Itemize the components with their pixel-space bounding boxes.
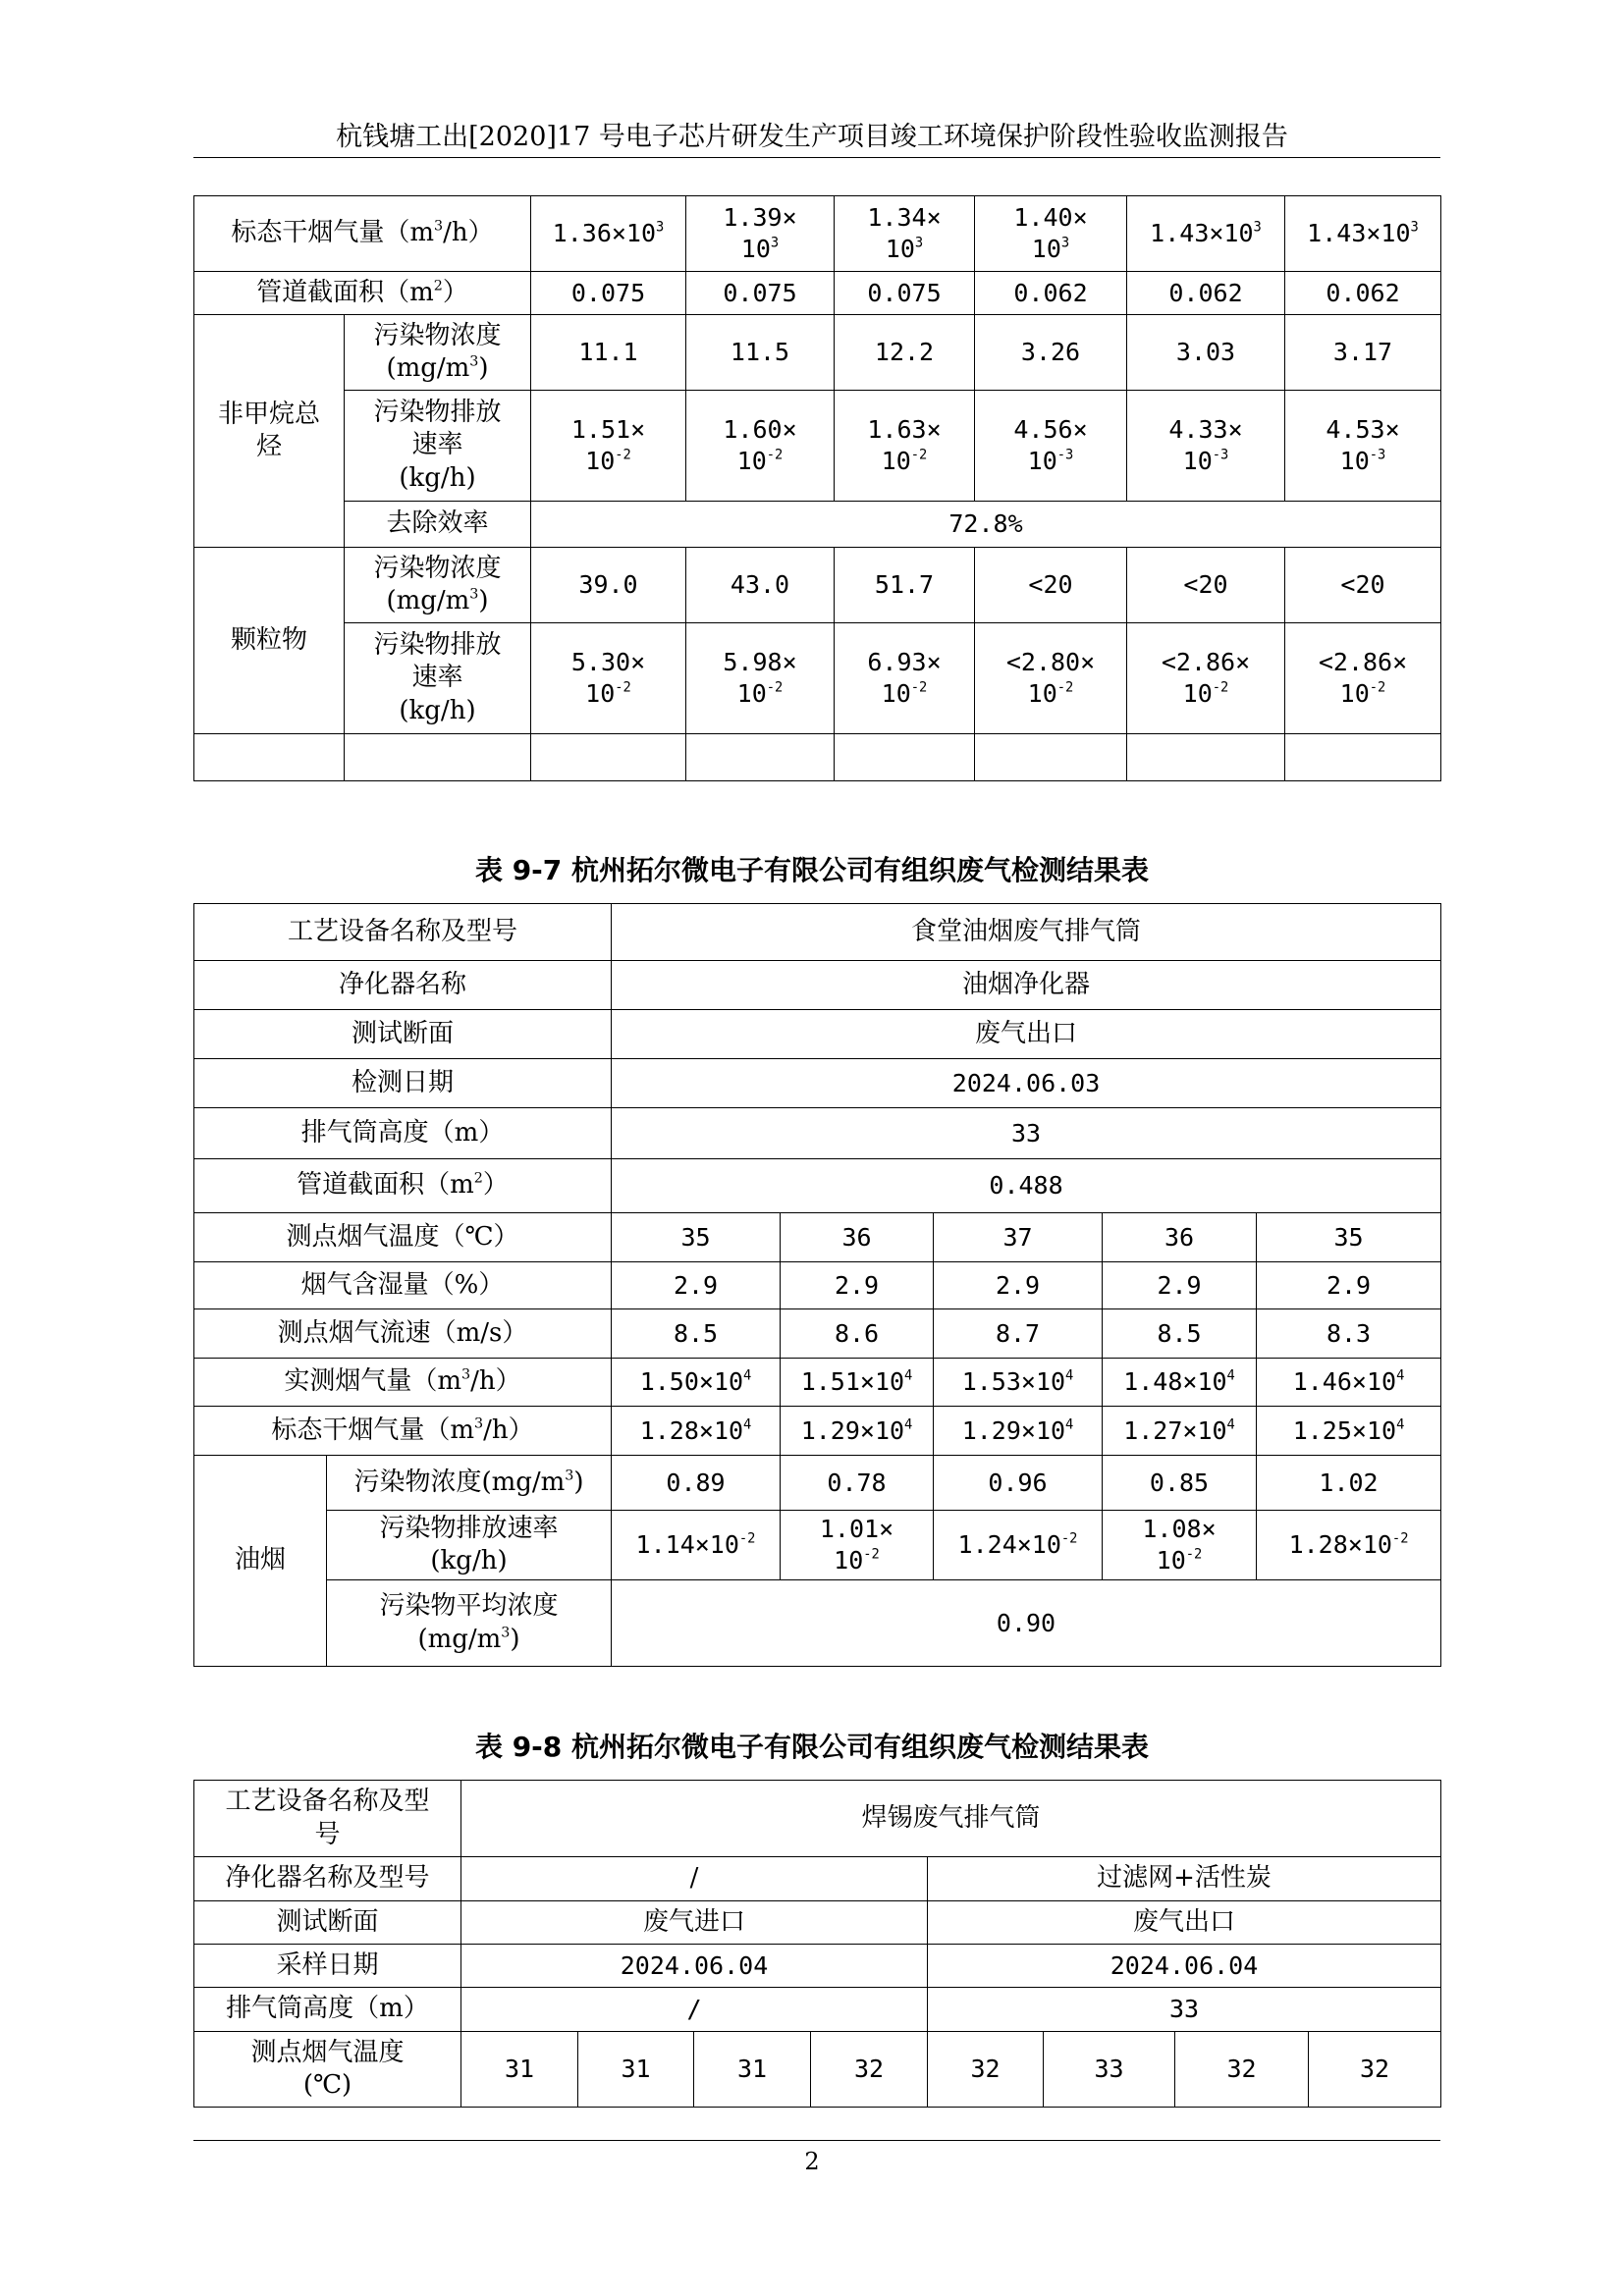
table-cell: 1.34× $10^3$: [835, 196, 975, 272]
table-cell: 1.08× $10^{-2}$: [1103, 1511, 1257, 1580]
table-cell: 8.5: [612, 1309, 781, 1359]
table-cell: 3.26: [975, 315, 1127, 391]
table-cell: 4.56× $10^{-3}$: [975, 391, 1127, 502]
row-label: 测试断面: [194, 1010, 612, 1059]
table-row: [194, 391, 1441, 502]
row-label: 污染物浓度 $(mg/m^3)$: [345, 548, 531, 623]
table-row: [194, 1456, 1441, 1511]
table-row: [194, 2032, 1441, 2108]
table-cell: 32: [1309, 2032, 1441, 2108]
table-cell: 4.53× $10^{-3}$: [1285, 391, 1441, 502]
table-cell: /: [461, 1857, 928, 1901]
removal-efficiency: 72.8%: [531, 502, 1441, 548]
table-cell: 8.5: [1103, 1309, 1257, 1359]
table-cell: $1.50\times 10^4$: [612, 1359, 781, 1407]
table-cell: 0.96: [934, 1456, 1103, 1511]
row-label: 净化器名称及型号: [194, 1857, 461, 1901]
table-cell: 2024.06.03: [612, 1059, 1441, 1108]
table-row: [194, 1988, 1441, 2032]
table-row: [194, 1309, 1441, 1359]
table-row: [194, 1359, 1441, 1407]
table-cell: 1.39× $10^3$: [686, 196, 835, 272]
pollutant-name: 油烟: [194, 1456, 327, 1667]
row-label: 测点烟气温度 (℃): [194, 2032, 461, 2108]
row-label: 工艺设备名称及型号: [194, 904, 612, 961]
table-cell: 焊锡废气排气筒: [461, 1781, 1441, 1857]
table-cell: <2.86× $10^{-2}$: [1285, 623, 1441, 734]
table-cell: 2024.06.04: [461, 1945, 928, 1988]
row-label: 采样日期: [194, 1945, 461, 1988]
header-rule: [193, 157, 1440, 158]
table-row: [194, 1108, 1441, 1159]
table-cell: 8.3: [1257, 1309, 1441, 1359]
table-cell: 2.9: [612, 1262, 781, 1309]
table-cell: $1.36\times 10^3$: [531, 196, 686, 272]
table-row: [194, 548, 1441, 623]
table-cell: $1.43\times 10^3$: [1127, 196, 1285, 272]
table-cell: 35: [1257, 1213, 1441, 1262]
row-label: 污染物排放速率 (kg/h): [327, 1511, 612, 1580]
row-label: 排气筒高度（m）: [194, 1108, 612, 1159]
pollutant-name: 颗粒物: [194, 548, 345, 734]
footer-rule: [193, 2140, 1440, 2141]
table-row: [194, 1781, 1441, 1857]
table-cell: 0.062: [975, 272, 1127, 315]
table-cell: $1.43\times 10^3$: [1285, 196, 1441, 272]
table-row: [194, 1511, 1441, 1580]
table-row: [194, 196, 1441, 272]
table-cell: $1.53\times 10^4$: [934, 1359, 1103, 1407]
row-label: 标态干烟气量$(m^3/h)$: [194, 1407, 612, 1456]
table-row: [194, 1580, 1441, 1667]
row-label: 管道截面积$(m^2)$: [194, 272, 531, 315]
row-label: 污染物浓度 $(mg/m^3)$: [345, 315, 531, 391]
table-cell: $1.48\times 10^4$: [1103, 1359, 1257, 1407]
table-caption: 表 9-8 杭州拓尔微电子有限公司有组织废气检测结果表: [474, 1731, 1150, 1763]
table-row: [194, 1262, 1441, 1309]
table-cell: 11.5: [686, 315, 835, 391]
table-cell: 0.075: [686, 272, 835, 315]
row-label: 污染物浓度$(mg/m^3)$: [327, 1456, 612, 1511]
table-row: [194, 904, 1441, 961]
table-cell: 32: [928, 2032, 1044, 2108]
table-cell: $1.29\times 10^4$: [781, 1407, 934, 1456]
table-cell: <20: [1285, 548, 1441, 623]
table-cell: $1.28\times 10^{-2}$: [1257, 1511, 1441, 1580]
table-cell: 废气进口: [461, 1901, 928, 1945]
table-cell: 3.03: [1127, 315, 1285, 391]
pollutant-name: 非甲烷总 烃: [194, 315, 345, 548]
row-label: 净化器名称: [194, 961, 612, 1010]
row-label: 管道截面积$(m^2)$: [194, 1159, 612, 1213]
row-label: 排气筒高度（m）: [194, 1988, 461, 2032]
table-cell: 11.1: [531, 315, 686, 391]
table-row: [194, 315, 1441, 391]
table-cell: 36: [1103, 1213, 1257, 1262]
table-cell: $1.46\times 10^4$: [1257, 1359, 1441, 1407]
row-label: 检测日期: [194, 1059, 612, 1108]
table-cell: $1.24\times 10^{-2}$: [934, 1511, 1103, 1580]
table-cell: $1.29\times 10^4$: [934, 1407, 1103, 1456]
table-cell: 3.17: [1285, 315, 1441, 391]
row-label: 实测烟气量$(m^3/h)$: [194, 1359, 612, 1407]
table-cell: <20: [1127, 548, 1285, 623]
row-label: 污染物排放 速率 (kg/h): [345, 391, 531, 502]
table-cell: 0.488: [612, 1159, 1441, 1213]
row-label: 去除效率: [345, 502, 531, 548]
table-cell: <2.86× $10^{-2}$: [1127, 623, 1285, 734]
row-label: 测试断面: [194, 1901, 461, 1945]
table-cell: 0.062: [1285, 272, 1441, 315]
row-label: 测点烟气温度（℃）: [194, 1213, 612, 1262]
table-cell: 32: [811, 2032, 928, 2108]
table-cell: 35: [612, 1213, 781, 1262]
table-cell: 32: [1175, 2032, 1309, 2108]
row-label: 工艺设备名称及型 号: [194, 1781, 461, 1857]
table-cell: 6.93× $10^{-2}$: [835, 623, 975, 734]
table-cell: 12.2: [835, 315, 975, 391]
table-cell: 0.85: [1103, 1456, 1257, 1511]
table-cell: 0.075: [835, 272, 975, 315]
table-cell: 废气出口: [928, 1901, 1441, 1945]
table-cell: 51.7: [835, 548, 975, 623]
table-cell: 废气出口: [612, 1010, 1441, 1059]
row-label: 污染物平均浓度 $(mg/m^3)$: [327, 1580, 612, 1667]
table-cell: 0.062: [1127, 272, 1285, 315]
table-row: [194, 1213, 1441, 1262]
table-cell: <20: [975, 548, 1127, 623]
table-cell: 33: [1044, 2032, 1175, 2108]
table-row-empty: [194, 734, 1441, 781]
row-label: 测点烟气流速（m/s）: [194, 1309, 612, 1359]
table-row: [194, 1059, 1441, 1108]
table-row: [194, 623, 1441, 734]
table-cell: 1.02: [1257, 1456, 1441, 1511]
table-cell: 31: [694, 2032, 811, 2108]
table-cell: 33: [612, 1108, 1441, 1159]
table-cell: 8.6: [781, 1309, 934, 1359]
table-cell: 1.63× $10^{-2}$: [835, 391, 975, 502]
table-cell: 5.98× $10^{-2}$: [686, 623, 835, 734]
table-cell: 油烟净化器: [612, 961, 1441, 1010]
row-label: 污染物排放 速率 (kg/h): [345, 623, 531, 734]
table-cell: 1.01× $10^{-2}$: [781, 1511, 934, 1580]
table-cell: 31: [461, 2032, 578, 2108]
results-table-continued: [193, 195, 1441, 781]
table-cell: 1.51× $10^{-2}$: [531, 391, 686, 502]
table-cell: 2024.06.04: [928, 1945, 1441, 1988]
page-header-title: 杭钱塘工出[2020]17 号电子芯片研发生产项目竣工环境保护阶段性验收监测报告: [336, 122, 1288, 152]
table-cell: $1.14\times 10^{-2}$: [612, 1511, 781, 1580]
table-cell: $1.25\times 10^4$: [1257, 1407, 1441, 1456]
table-cell: 2.9: [934, 1262, 1103, 1309]
table-row: [194, 1901, 1441, 1945]
results-table-9-8: [193, 1780, 1441, 2108]
table-cell: 0.90: [612, 1580, 1441, 1667]
table-cell: 1.60× $10^{-2}$: [686, 391, 835, 502]
table-cell: $1.51\times 10^4$: [781, 1359, 934, 1407]
table-row: [194, 1407, 1441, 1456]
table-row: [194, 1010, 1441, 1059]
table-cell: 0.78: [781, 1456, 934, 1511]
table-cell: 36: [781, 1213, 934, 1262]
table-row: [194, 961, 1441, 1010]
table-cell: 31: [578, 2032, 694, 2108]
table-cell: 39.0: [531, 548, 686, 623]
table-cell: 8.7: [934, 1309, 1103, 1359]
results-table-9-7: [193, 903, 1441, 1667]
table-cell: 0.075: [531, 272, 686, 315]
table-cell: 食堂油烟废气排气筒: [612, 904, 1441, 961]
table-cell: 43.0: [686, 548, 835, 623]
table-row: [194, 1857, 1441, 1901]
table-cell: 37: [934, 1213, 1103, 1262]
table-cell: /: [461, 1988, 928, 2032]
table-cell: 过滤网+活性炭: [928, 1857, 1441, 1901]
table-cell: 2.9: [1103, 1262, 1257, 1309]
table-row: [194, 1945, 1441, 1988]
table-cell: 5.30× $10^{-2}$: [531, 623, 686, 734]
table-row: [194, 502, 1441, 548]
table-row: [194, 1159, 1441, 1213]
table-cell: 1.40× $10^3$: [975, 196, 1127, 272]
table-cell: 2.9: [781, 1262, 934, 1309]
table-cell: 4.33× $10^{-3}$: [1127, 391, 1285, 502]
table-caption: 表 9-7 杭州拓尔微电子有限公司有组织废气检测结果表: [474, 854, 1150, 886]
row-label: 标态干烟气量$(m^3/h)$: [194, 196, 531, 272]
table-cell: <2.80× $10^{-2}$: [975, 623, 1127, 734]
page-number: 2: [804, 2148, 820, 2175]
table-row: [194, 272, 1441, 315]
table-cell: 33: [928, 1988, 1441, 2032]
table-cell: $1.27\times 10^4$: [1103, 1407, 1257, 1456]
row-label: 烟气含湿量（%）: [194, 1262, 612, 1309]
table-cell: 2.9: [1257, 1262, 1441, 1309]
table-cell: $1.28\times 10^4$: [612, 1407, 781, 1456]
table-cell: 0.89: [612, 1456, 781, 1511]
